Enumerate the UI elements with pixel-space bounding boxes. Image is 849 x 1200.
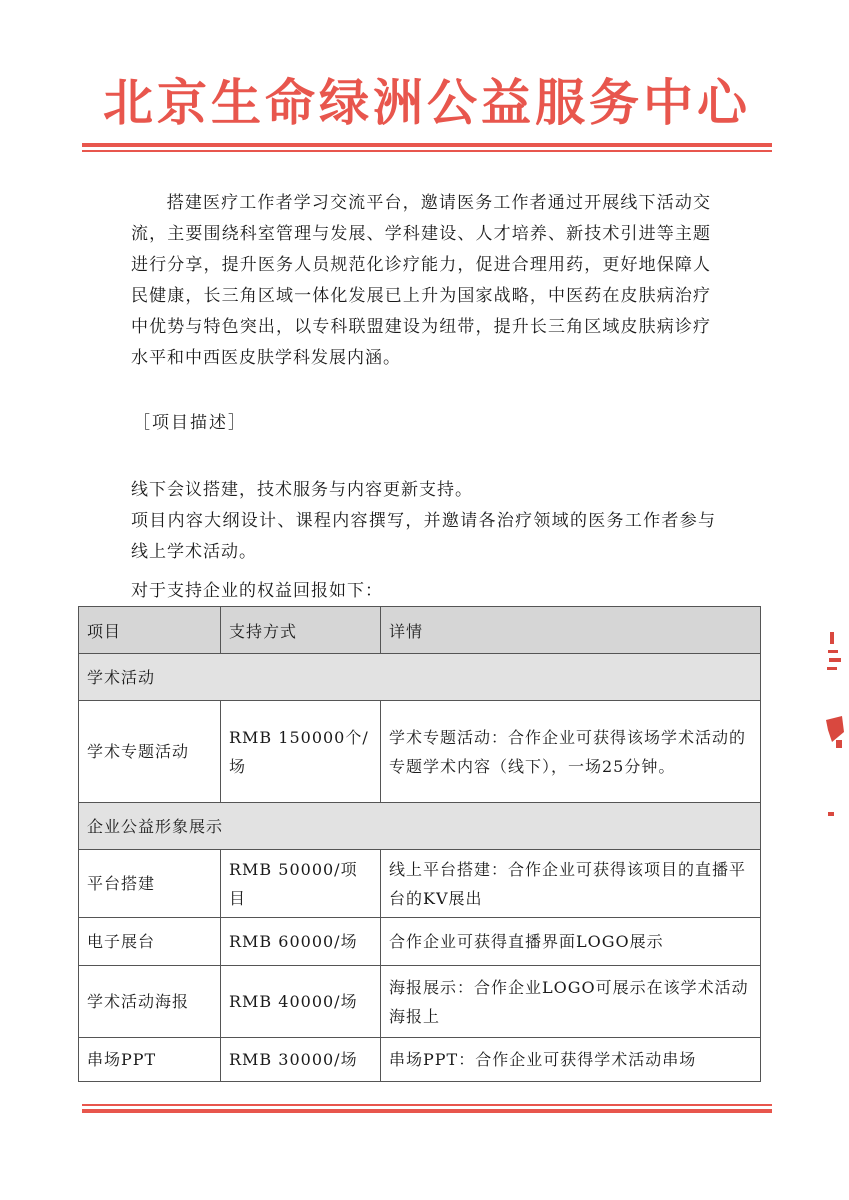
letterhead-rule-bottom <box>82 150 772 152</box>
table-row <box>79 1038 761 1082</box>
cell-detail: 海报展示：合作企业LOGO可展示在该学术活动海报上 <box>381 966 761 1038</box>
cell-item: 串场PPT <box>79 1038 221 1082</box>
description-line-1: 线下会议搭建，技术服务与内容更新支持。 <box>131 480 473 500</box>
cell-item: 电子展台 <box>79 918 221 966</box>
cell-item: 平台搭建 <box>79 850 221 918</box>
cell-support: RMB 50000/项目 <box>221 850 381 918</box>
table-row <box>79 701 761 803</box>
description-line-3: 对于支持企业的权益回报如下： <box>131 581 383 601</box>
header-item: 项目 <box>79 607 221 654</box>
cell-support: RMB 40000/场 <box>221 966 381 1038</box>
header-support: 支持方式 <box>221 607 381 654</box>
cell-item: 学术活动海报 <box>79 966 221 1038</box>
cell-detail: 合作企业可获得直播界面LOGO展示 <box>381 918 761 966</box>
section-title: 学术活动 <box>79 654 761 701</box>
table-row <box>79 918 761 966</box>
section-row <box>79 803 761 850</box>
section-row <box>79 654 761 701</box>
section-title: 企业公益形象展示 <box>79 803 761 850</box>
header-detail: 详情 <box>381 607 761 654</box>
seal-fragment <box>824 632 846 822</box>
cell-item: 学术专题活动 <box>79 701 221 803</box>
cell-support: RMB 60000/场 <box>221 918 381 966</box>
section-heading: ［项目描述］ <box>133 413 247 433</box>
table-row <box>79 850 761 918</box>
cell-support: RMB 30000/场 <box>221 1038 381 1082</box>
intro-paragraph: 搭建医疗工作者学习交流平台，邀请医务工作者通过开展线下活动交流，主要围绕科室管理与发展、学科建设、人才培养、新技术引进等主题进行分享，提升医务人员规范化诊疗能力，促进合理用药，更好地保障人民健康，长三角区域一体化发展已上升为国家战略，中医药在皮肤病治疗中优势与特色突出，以专科联盟建设为纽带，提升长三角区域皮肤病诊疗水平和中西医皮肤学科发展内涵。 <box>131 193 711 368</box>
cell-detail: 串场PPT：合作企业可获得学术活动串场 <box>381 1038 761 1082</box>
letterhead-rule-top <box>82 143 772 147</box>
footer-rule-top <box>82 1104 772 1106</box>
footer-rule-bottom <box>82 1109 772 1113</box>
cell-detail: 学术专题活动：合作企业可获得该场学术活动的专题学术内容（线下），一场25分钟。 <box>381 701 761 803</box>
table-row <box>79 966 761 1038</box>
letterhead-title: 北京生命绿洲公益服务中心 <box>103 74 751 132</box>
description-line-2: 项目内容大纲设计、课程内容撰写，并邀请各治疗领域的医务工作者参与线上学术活动。 <box>131 511 716 562</box>
cell-support: RMB 150000个/场 <box>221 701 381 803</box>
table-header-row <box>79 607 761 654</box>
benefits-table <box>78 606 761 1082</box>
cell-detail: 线上平台搭建：合作企业可获得该项目的直播平台的KV展出 <box>381 850 761 918</box>
